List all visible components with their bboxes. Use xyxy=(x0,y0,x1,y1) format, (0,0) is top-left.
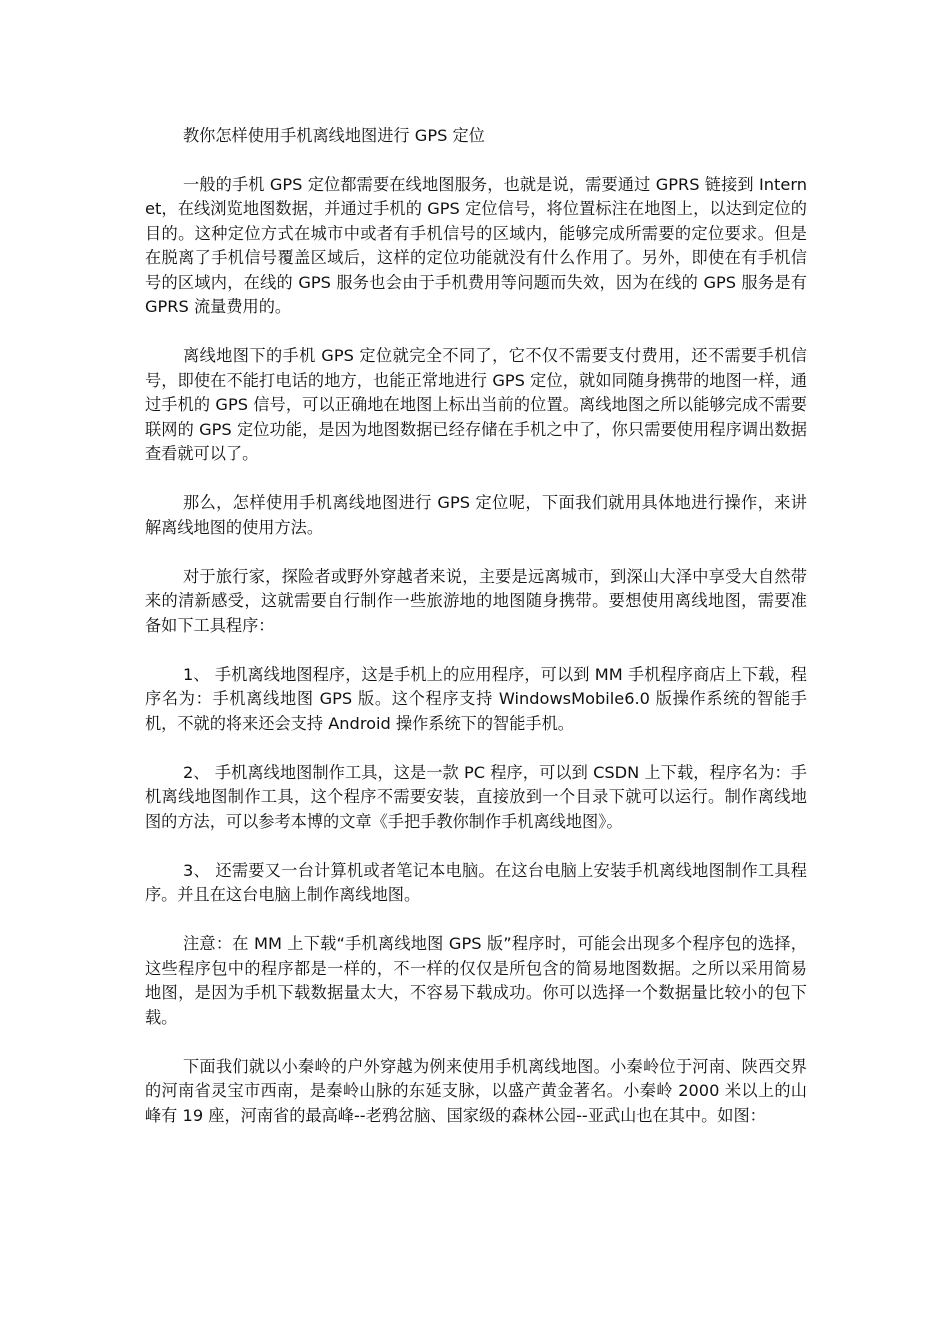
list-item-3: 3、 还需要又一台计算机或者笔记本电脑。在这台电脑上安装手机离线地图制作工具程序。并且在这台电脑上制作离线地图。 xyxy=(145,860,807,904)
paragraph-gps-online: 一般的手机 GPS 定位都需要在线地图服务，也就是说，需要通过 GPRS 链接到 Internet，在线浏览地图数据，并通过手机的 GPS 定位信号，将位置标注在地图上，以达到定位的目的。这种定位方式在城市中或者有手机信号的区域内，能够完成所需要的定位要求。但是在脱离了手机信号覆盖区域后，这样的定位功能就没有什么作用了。另外，即使在有手机信号的区域内，在线的 GPS 服务也会由于手机费用等问题而失效，因为在线的 GPS 服务是有 GPRS 流量费用的。 xyxy=(145,174,807,316)
paragraph-travelers: 对于旅行家，探险者或野外穿越者来说，主要是远离城市，到深山大泽中享受大自然带来的清新感受，这就需要自行制作一些旅游地的地图随身携带。要想使用离线地图，需要准备如下工具程序： xyxy=(145,566,807,635)
paragraph-note: 注意：在 MM 上下载“手机离线地图 GPS 版”程序时，可能会出现多个程序包的选择，这些程序包中的程序都是一样的，不一样的仅仅是所包含的简易地图数据。之所以采用简易地图，是因为手机下载数据量太大，不容易下载成功。你可以选择一个数据量比较小的包下载。 xyxy=(145,934,807,1027)
paragraph-xiaoqinling: 下面我们就以小秦岭的户外穿越为例来使用手机离线地图。小秦岭位于河南、陕西交界的河南省灵宝市西南，是秦岭山脉的东延支脉，以盛产黄金著名。小秦岭 2000 米以上的山峰有 19 座，河南省的最高峰--老鸦岔脑、国家级的森林公园--亚武山也在其中。如图： xyxy=(145,1056,807,1125)
list-item-2: 2、 手机离线地图制作工具，这是一款 PC 程序，可以到 CSDN 上下载，程序名为：手机离线地图制作工具，这个程序不需要安装，直接放到一个目录下就可以运行。制作离线地图的方法，可以参考本博的文章《手把手教你制作手机离线地图》。 xyxy=(145,762,807,831)
paragraph-how-to: 那么，怎样使用手机离线地图进行 GPS 定位呢，下面我们就用具体地进行操作，来讲解离线地图的使用方法。 xyxy=(145,493,807,537)
document-body xyxy=(145,124,807,1153)
document-title: 教你怎样使用手机离线地图进行 GPS 定位 xyxy=(183,126,485,145)
paragraph-offline-map: 离线地图下的手机 GPS 定位就完全不同了，它不仅不需要支付费用，还不需要手机信号，即使在不能打电话的地方，也能正常地进行 GPS 定位，就如同随身携带的地图一样，通过手机的 GPS 信号，可以正确地在地图上标出当前的位置。离线地图之所以能够完成不需要联网的 GPS 定位功能，是因为地图数据已经存储在手机之中了，你只需要使用程序调出数据查看就可以了。 xyxy=(145,346,807,463)
list-item-1: 1、 手机离线地图程序，这是手机上的应用程序，可以到 MM 手机程序商店上下载，程序名为：手机离线地图 GPS 版。这个程序支持 WindowsMobile6.0 版操作系统的智能手机，不就的将来还会支持 Android 操作系统下的智能手机。 xyxy=(145,664,807,733)
